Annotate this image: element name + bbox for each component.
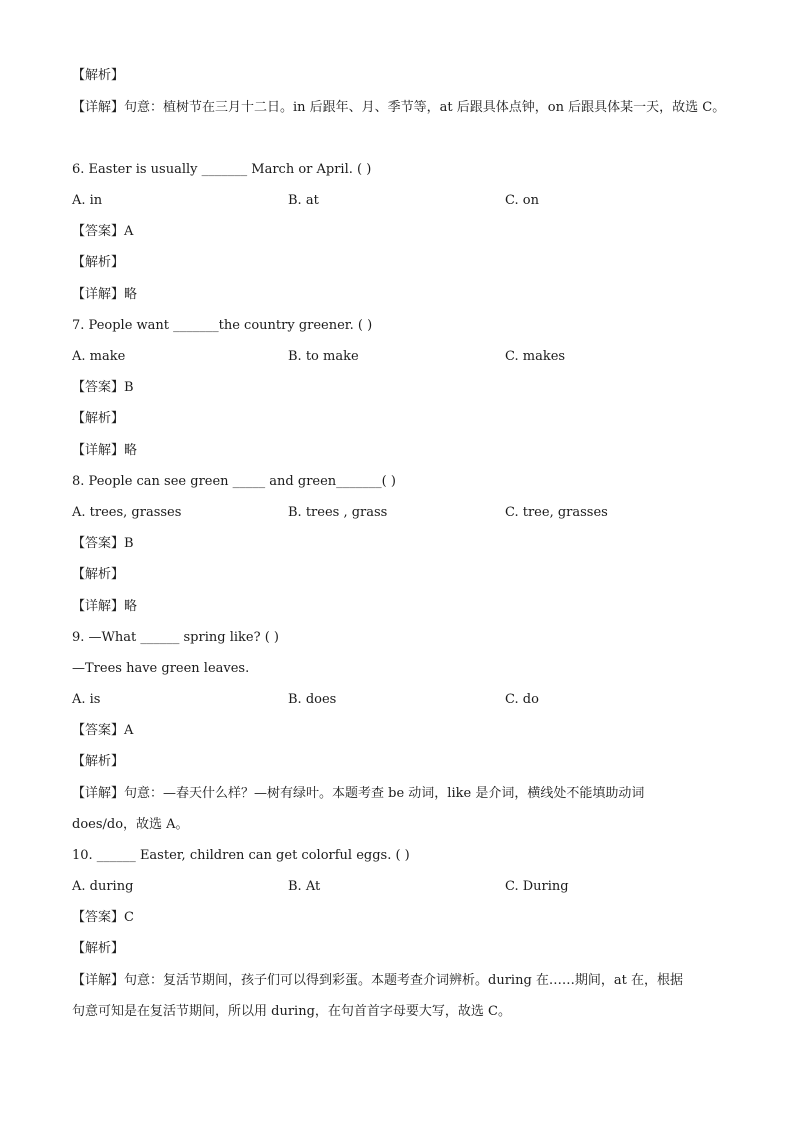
q5-detail <box>72 98 725 118</box>
q6-detail-text: 略 <box>124 287 138 302</box>
q5-detail-text: 句意：植树节在三月十二日。in 后跟年、月、季节等，at 后跟具体点钟，on 后跟具体某一天，故选 C。 <box>124 100 726 115</box>
q6-option-a: A. in <box>72 193 103 208</box>
q8-stem: 8. People can see green _____ and green_______( ) <box>72 474 396 489</box>
q6-option-b: B. at <box>288 193 319 208</box>
q9-detail-continued: does/do，故选 A。 <box>72 817 189 832</box>
q9-option-b: B. does <box>288 692 337 707</box>
q7-detail <box>72 441 137 461</box>
q9-analysis-label: 【解析】 <box>72 754 125 769</box>
q7-detail-text: 略 <box>124 443 138 458</box>
q8-detail <box>72 597 137 617</box>
q8-detail-text: 略 <box>124 599 138 614</box>
q7-answer <box>72 378 134 398</box>
q8-answer <box>72 534 134 554</box>
q8-answer-label: 【答案】 <box>72 536 125 551</box>
q10-analysis-label: 【解析】 <box>72 941 125 956</box>
q9-option-c: C. do <box>505 692 539 707</box>
q9-detail-label: 【详解】 <box>72 786 125 801</box>
q10-answer-label: 【答案】 <box>72 910 125 925</box>
q7-option-b: B. to make <box>288 349 359 364</box>
q6-answer-value: A <box>124 224 134 239</box>
q6-answer <box>72 222 133 242</box>
q7-stem: 7. People want _______the country greener. ( ) <box>72 318 373 333</box>
q8-answer-value: B <box>124 536 134 551</box>
q6-detail-label: 【详解】 <box>72 287 125 302</box>
q6-answer-label: 【答案】 <box>72 224 125 239</box>
q5-detail-label: 【详解】 <box>72 100 125 115</box>
q10-stem: 10. ______ Easter, children can get colorful eggs. ( ) <box>72 848 410 863</box>
q10-answer-value: C <box>124 910 134 925</box>
q8-option-a: A. trees, grasses <box>72 505 182 520</box>
q7-answer-label: 【答案】 <box>72 380 125 395</box>
q7-detail-label: 【详解】 <box>72 443 125 458</box>
q7-answer-value: B <box>124 380 134 395</box>
q5-analysis-label: 【解析】 <box>72 68 125 83</box>
q10-option-c: C. During <box>505 879 569 894</box>
q9-answer-value: A <box>124 723 134 738</box>
q9-answer <box>72 721 133 741</box>
q10-detail <box>72 971 683 991</box>
q10-detail-label: 【详解】 <box>72 973 125 988</box>
q9-detail <box>72 784 644 804</box>
q8-option-b: B. trees , grass <box>288 505 388 520</box>
q9-option-a: A. is <box>72 692 101 707</box>
q10-option-b: B. At <box>288 879 321 894</box>
q9-answer-label: 【答案】 <box>72 723 125 738</box>
q8-analysis-label: 【解析】 <box>72 567 125 582</box>
q8-detail-label: 【详解】 <box>72 599 125 614</box>
q7-option-a: A. make <box>72 349 126 364</box>
q6-option-c: C. on <box>505 193 539 208</box>
q10-detail-text-1: 句意：复活节期间，孩子们可以得到彩蛋。本题考查介词辨析。during 在……期间，at 在，根据 <box>124 973 684 988</box>
q9-reply: —Trees have green leaves. <box>72 661 250 676</box>
q9-stem: 9. —What ______ spring like? ( ) <box>72 630 279 645</box>
q10-answer <box>72 908 134 928</box>
q10-option-a: A. during <box>72 879 134 894</box>
q6-stem: 6. Easter is usually _______ March or April. ( ) <box>72 162 372 177</box>
q8-option-c: C. tree, grasses <box>505 505 608 520</box>
q7-option-c: C. makes <box>505 349 566 364</box>
q10-detail-continued: 句意可知是在复活节期间，所以用 during，在句首首字母要大写，故选 C。 <box>72 1004 511 1019</box>
q7-analysis-label: 【解析】 <box>72 411 125 426</box>
q6-detail <box>72 285 137 305</box>
q6-analysis-label: 【解析】 <box>72 255 125 270</box>
q9-detail-text-1: 句意：—春天什么样？—树有绿叶。本题考查 be 动词，like 是介词，横线处不能填助动词 <box>124 786 645 801</box>
